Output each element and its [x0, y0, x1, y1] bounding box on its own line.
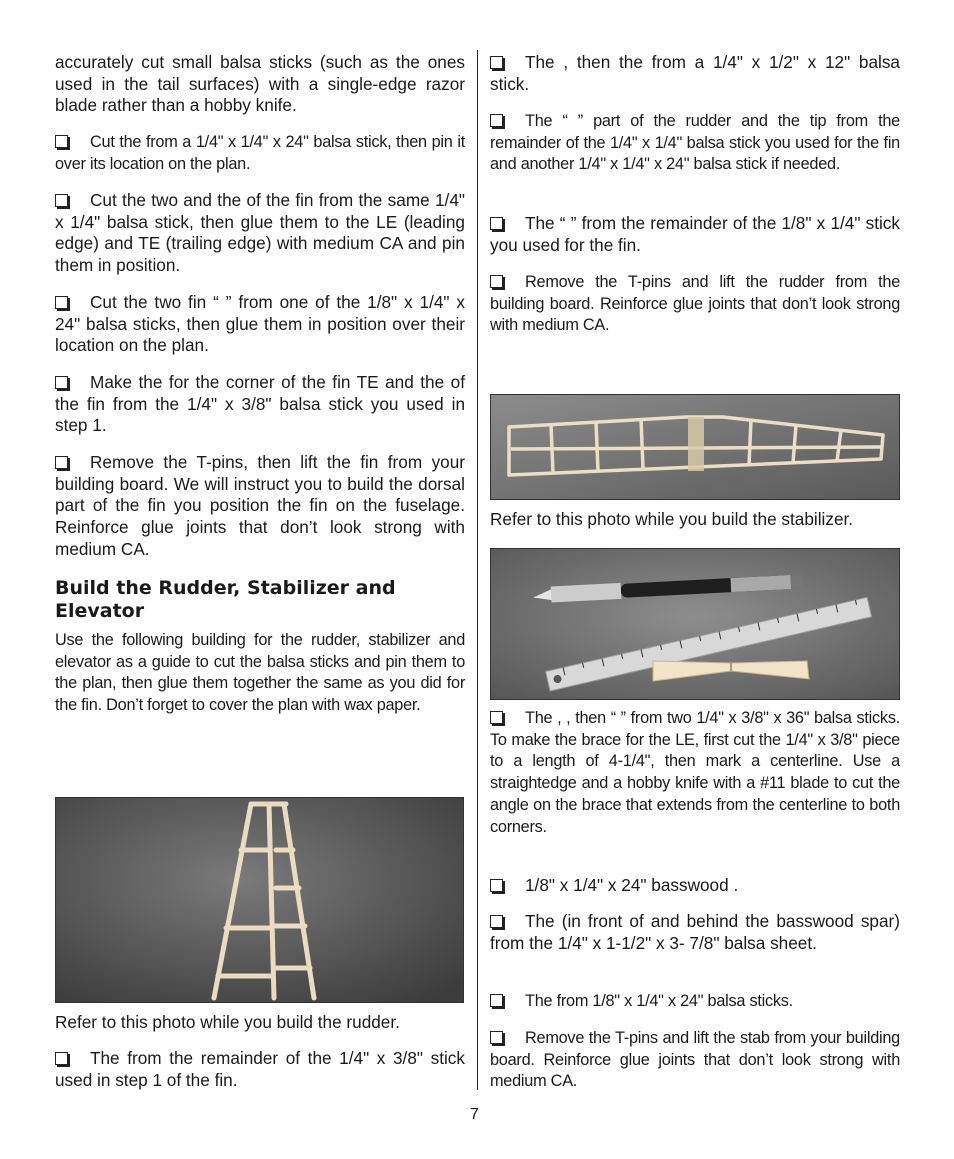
checkbox-icon — [490, 879, 503, 892]
paragraph: Use the following building for the rudder, stabilizer and elevator as a guide to cut the balsa sticks and pin them to the plan, then glue them together the same as you did for the fin. Don’t forget to cover the plan with wax paper. — [55, 631, 465, 715]
step-paragraph: 1/8" x 1/4" x 24" basswood . — [490, 875, 900, 897]
checkbox-icon — [490, 994, 503, 1007]
checkbox-icon — [55, 135, 68, 148]
step-paragraph: The , , then “ ” from two 1/4" x 3/8" x 36" balsa sticks. To make the brace for the LE, first cut the 1/4" x 3/8" piece to a length of 4-1/4", then mark a centerline. Use a straightedge and a hobby knife with a #11 blade to cut the angle on the brace that extends from the centerline to both corners. — [490, 709, 900, 836]
checkbox-icon — [490, 217, 503, 230]
checkbox-icon — [490, 114, 503, 127]
step-paragraph: The “ ” part of the rudder and the tip from the remainder of the 1/4" x 1/4" balsa stick you used for the fin and another 1/4" x 1/4" x 24" balsa stick if needed. — [490, 112, 900, 174]
column-divider — [477, 50, 478, 1090]
step-paragraph: Remove the T-pins and lift the stab from your building board. Reinforce glue joints that don’t look strong with medium CA. — [490, 1029, 900, 1091]
photo-caption: Refer to this photo while you build the stabilizer. — [490, 509, 854, 529]
checkbox-icon — [490, 711, 503, 724]
step-paragraph: Cut the from a 1/4" x 1/4" x 24" balsa stick, then pin it over its location on the plan. — [55, 133, 465, 173]
paragraph: accurately cut small balsa sticks (such as the ones used in the tail surfaces) with a single-edge razor blade rather than a hobby knife. — [55, 52, 465, 116]
step-paragraph: The , then the from a 1/4" x 1/2" x 12" balsa stick. — [490, 52, 900, 94]
checkbox-icon — [490, 1031, 503, 1044]
checkbox-icon — [490, 915, 503, 928]
checkbox-icon — [490, 56, 503, 69]
rudder-photo — [55, 797, 464, 1003]
step-paragraph: Remove the T-pins and lift the rudder from the building board. Reinforce glue joints that don’t look strong with medium CA. — [490, 273, 900, 335]
checkbox-icon — [55, 376, 68, 389]
step-paragraph: Remove the T-pins, then lift the fin from your building board. We will instruct you to build the dorsal part of the fin you position the fin on the fuselage. Reinforce glue joints that don’t look strong with medium CA. — [55, 452, 465, 559]
page-number: 7 — [470, 1106, 479, 1123]
step-paragraph: Make the for the corner of the fin TE and the of the fin from the 1/4" x 3/8" balsa stick you used in step 1. — [55, 372, 465, 436]
stabilizer-photo — [490, 394, 900, 500]
checkbox-icon — [55, 296, 68, 309]
step-paragraph: The (in front of and behind the basswood spar) from the 1/4" x 1-1/2" x 3- 7/8" balsa sheet. — [490, 911, 900, 953]
checkbox-icon — [490, 275, 503, 288]
step-paragraph: The from 1/8" x 1/4" x 24" balsa sticks. — [490, 991, 900, 1013]
step-paragraph: The from the remainder of the 1/4" x 3/8" stick used in step 1 of the fin. — [55, 1048, 465, 1090]
step-paragraph: Cut the two and the of the fin from the same 1/4" x 1/4" balsa stick, then glue them to the LE (leading edge) and TE (trailing edge) with medium CA and pin them in position. — [55, 190, 465, 276]
checkbox-icon — [55, 194, 68, 207]
photo-caption: Refer to this photo while you build the rudder. — [55, 1012, 400, 1032]
tools-photo — [490, 548, 900, 700]
checkbox-icon — [55, 456, 68, 469]
checkbox-icon — [55, 1052, 68, 1065]
step-paragraph: Cut the two fin “ ” from one of the 1/8" x 1/4" x 24" balsa sticks, then glue them in position over their location on the plan. — [55, 292, 465, 356]
section-heading: Build the Rudder, Stabilizer and Elevator — [55, 577, 396, 622]
step-paragraph: The “ ” from the remainder of the 1/8" x 1/4" stick you used for the fin. — [490, 213, 900, 255]
